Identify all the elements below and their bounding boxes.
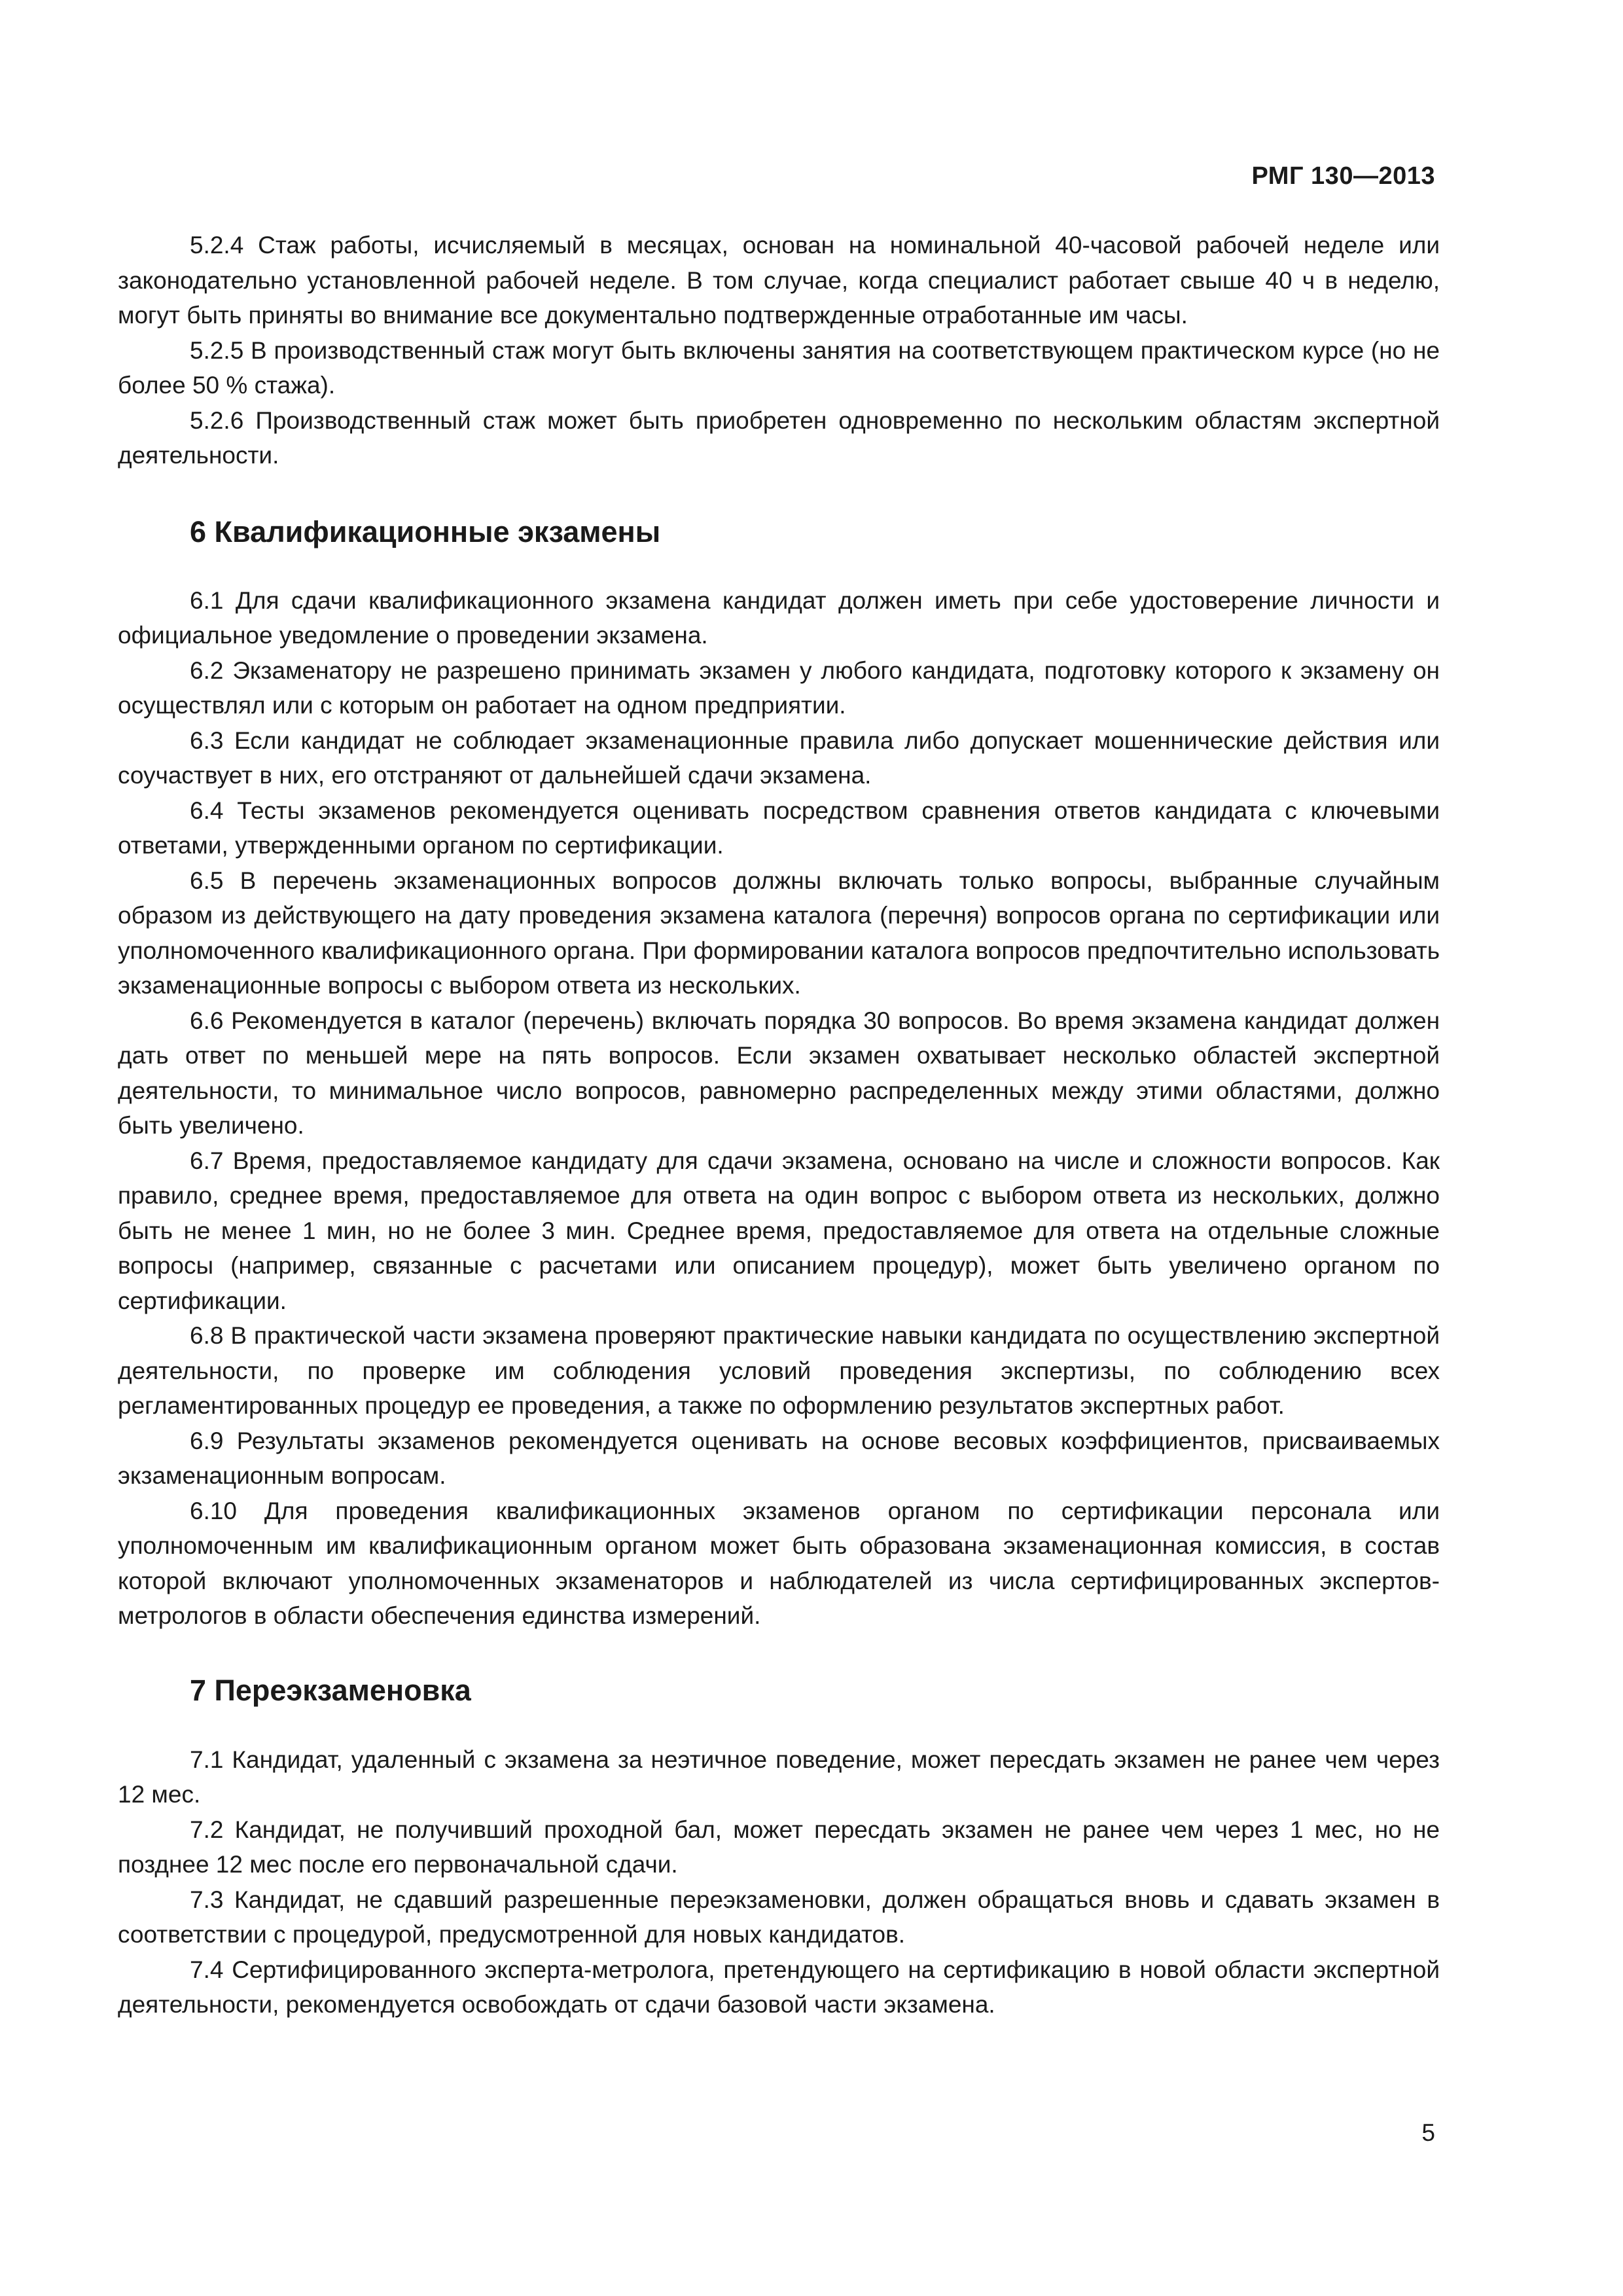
paragraph-6-4: 6.4 Тесты экзаменов рекомендуется оценивать посредством сравнения ответов кандидата с ключевыми ответами, утвержденными органом по сертификации.	[118, 797, 1440, 859]
paragraph-7-3: 7.3 Кандидат, не сдавший разрешенные переэкзаменовки, должен обращаться вновь и сдавать экзамен в соответствии с процедурой, предусмотренной для новых кандидатов.	[118, 1886, 1440, 1948]
paragraph-6-2: 6.2 Экзаменатору не разрешено принимать экзамен у любого кандидата, подготовку которого к экзамену он осуществлял или с которым он работает на одном предприятии.	[118, 656, 1440, 719]
section-7-title: 7 Переэкзаменовка	[190, 1673, 471, 1707]
paragraph-5-2-4: 5.2.4 Стаж работы, исчисляемый в месяцах, основан на номинальной 40-часовой рабочей неделе или законодательно установленной рабочей неделе. В том случае, когда специалист работает свыше 40 ч в неделю, могут быть приняты во внимание все документально подтвержденные отработанные им часы.	[118, 232, 1440, 329]
section-5-continuation	[118, 228, 1440, 473]
paragraph-5-2-5: 5.2.5 В производственный стаж могут быть включены занятия на соответствующем практическом курсе (но не более 50 % стажа).	[118, 336, 1440, 399]
paragraph-5-2-6: 5.2.6 Производственный стаж может быть приобретен одновременно по нескольким областям экспертной деятельности.	[118, 406, 1440, 469]
paragraph-6-5: 6.5 В перечень экзаменационных вопросов должны включать только вопросы, выбранные случайным образом из действующего на дату проведения экзамена каталога (перечня) вопросов органа по сертификации или уполномоченного квалификационного органа. При формировании каталога вопросов предпочтительно использовать экзаменационные вопросы с выбором ответа из нескольких.	[118, 867, 1440, 999]
paragraph-6-6: 6.6 Рекомендуется в каталог (перечень) включать порядка 30 вопросов. Во время экзамена кандидат должен дать ответ по меньшей мере на пять вопросов. Если экзамен охватывает несколько областей экспертной деятельности, то минимальное число вопросов, равномерно распределенных между этими областями, должно быть увеличено.	[118, 1007, 1440, 1139]
paragraph-7-4: 7.4 Сертифицированного эксперта-метролога, претендующего на сертификацию в новой области экспертной деятельности, рекомендуется освобождать от сдачи базовой части экзамена.	[118, 1956, 1440, 2018]
paragraph-7-2: 7.2 Кандидат, не получивший проходной бал, может пересдать экзамен не ранее чем через 1 мес, но не позднее 12 мес после его первоначальной сдачи.	[118, 1816, 1440, 1878]
paragraph-6-7: 6.7 Время, предоставляемое кандидату для сдачи экзамена, основано на числе и сложности вопросов. Как правило, среднее время, предоставляемое для ответа на один вопрос с выбором ответа из нескольких, должно быть не менее 1 мин, но не более 3 мин. Среднее время, предоставляемое для ответа на отдельные сложные вопросы (например, связанные с расчетами или описанием процедур), может быть увеличено органом по сертификации.	[118, 1147, 1440, 1314]
paragraph-6-10: 6.10 Для проведения квалификационных экзаменов органом по сертификации персонала или уполномоченным им квалификационным органом может быть образована экзаменационная комиссия, в состав которой включают уполномоченных экзаменаторов и наблюдателей из числа сертифицированных экспертов-метрологов в области обеспечения единства измерений.	[118, 1497, 1440, 1629]
page-number: 5	[1421, 2119, 1435, 2146]
section-7	[118, 1671, 1440, 2022]
section-6-title: 6 Квалификационные экзамены	[190, 514, 661, 548]
page-content	[118, 228, 1440, 2022]
section-6	[118, 512, 1440, 1634]
paragraph-6-3: 6.3 Если кандидат не соблюдает экзаменационные правила либо допускает мошеннические действия или соучаствует в них, его отстраняют от дальнейшей сдачи экзамена.	[118, 726, 1440, 789]
paragraph-6-1: 6.1 Для сдачи квалификационного экзамена кандидат должен иметь при себе удостоверение личности и официальное уведомление о проведении экзамена.	[118, 586, 1440, 649]
document-code-header: РМГ 130—2013	[1251, 162, 1435, 190]
paragraph-6-8: 6.8 В практической части экзамена проверяют практические навыки кандидата по осуществлению экспертной деятельности, по проверке им соблюдения условий проведения экспертизы, по соблюдению всех регламентированных процедур ее проведения, а также по оформлению результатов экспертных работ.	[118, 1322, 1440, 1419]
paragraph-7-1: 7.1 Кандидат, удаленный с экзамена за неэтичное поведение, может пересдать экзамен не ранее чем через 12 мес.	[118, 1746, 1440, 1808]
paragraph-6-9: 6.9 Результаты экзаменов рекомендуется оценивать на основе весовых коэффициентов, присваиваемых экзаменационным вопросам.	[118, 1427, 1440, 1489]
